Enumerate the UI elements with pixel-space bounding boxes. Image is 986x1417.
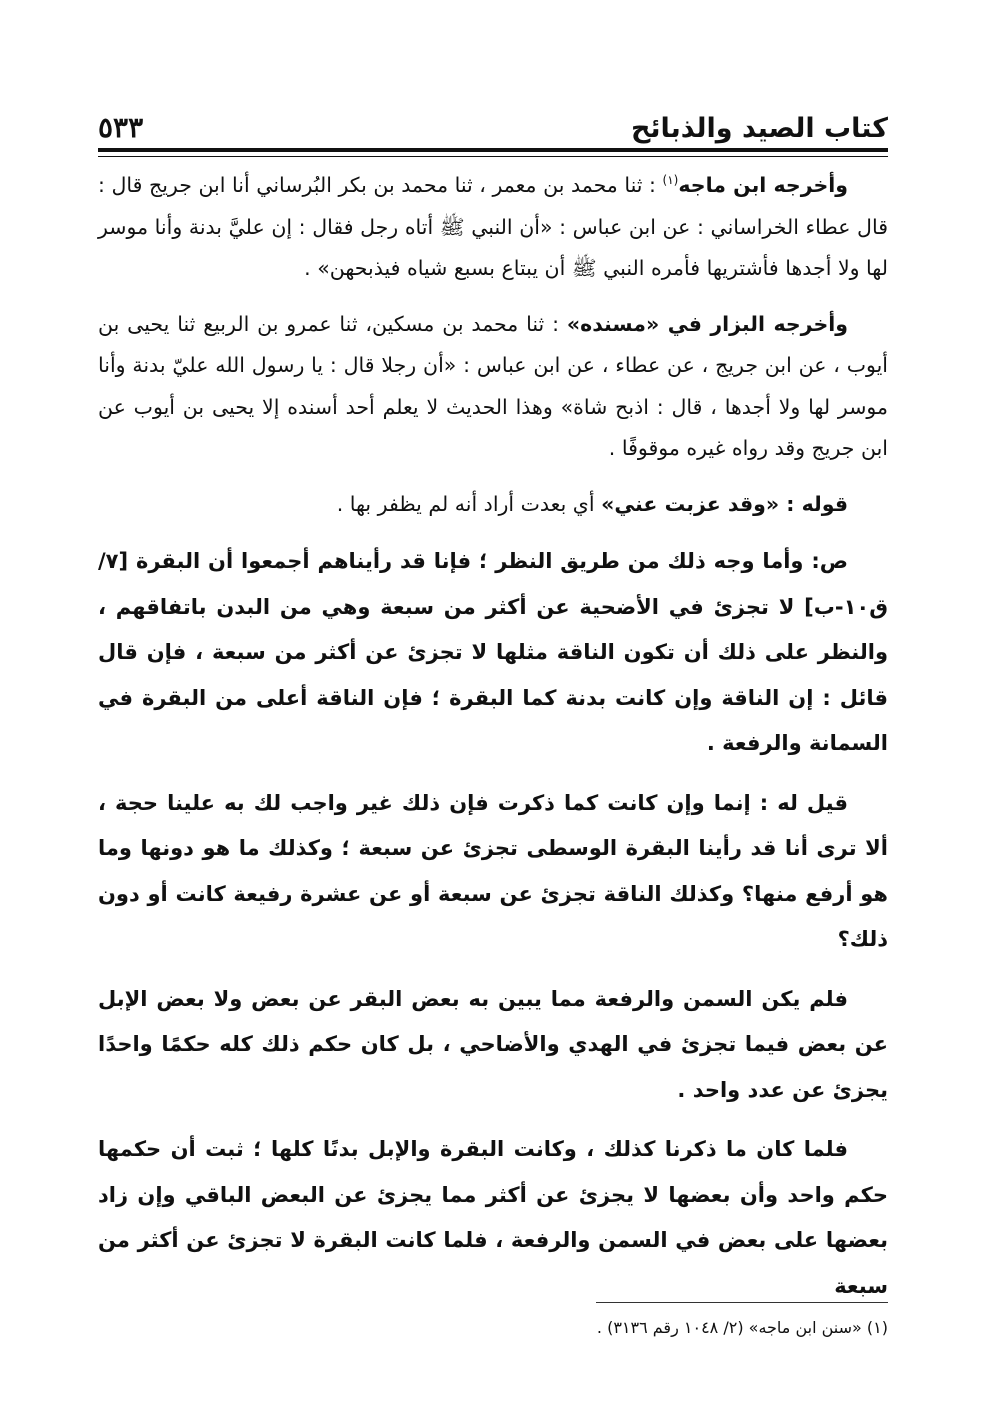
paragraph-qila-lahu — [98, 781, 888, 963]
paragraph-text: فلما كان ما ذكرنا كذلك ، وكانت البقرة والإبل بدنًا كلها ؛ ثبت أن حكمها حكم واحد وأن بعضها لا يجزئ عن أكثر مما يجزئ عن البعض الباقي وإن زاد بعضها على بعض في السمن والرفعة ، فلما كانت البقرة لا تجزئ عن أكثر من سبعة — [98, 1137, 888, 1298]
header-rule-thick — [98, 148, 888, 152]
paragraph-sad — [98, 539, 888, 767]
paragraph-lead: وأخرجه ابن ماجه — [678, 173, 848, 197]
page-number: ٥٣٣ — [98, 111, 144, 144]
main-text — [98, 165, 888, 1323]
footnote-rule — [596, 1302, 888, 1303]
paragraph-ibn-majah — [98, 165, 888, 290]
page-header — [98, 86, 888, 142]
paragraph-falam-yakun — [98, 977, 888, 1114]
paragraph-lead: ص: — [811, 549, 849, 573]
footnote-marker: (١) — [662, 173, 679, 188]
paragraph-text: : ثنا محمد بن معمر ، ثنا محمد بن بكر البُرساني أنا ابن جريج قال : قال عطاء الخراساني : عن ابن عباس : «أن النبي ﷺ أتاه رجل فقال : إن عليَّ بدنة وأنا موسر لها ولا أجدها فأشتريها فأمره النبي ﷺ أن يبتاع بسبع شياه فيذبحهن» . — [98, 173, 888, 280]
paragraph-lead: قوله : «وقد عزبت عني» — [601, 491, 848, 516]
paragraph-text: أي بعدت أراد أنه لم يظفر بها . — [336, 491, 595, 516]
paragraph-falamma-kana — [98, 1127, 888, 1309]
paragraph-text: : ثنا محمد بن مسكين، ثنا عمرو بن الربيع ثنا يحيى بن أيوب ، عن ابن جريج ، عن عطاء ، عن ابن عباس : «أن رجلا قال : يا رسول الله عليّ بدنة وأنا موسر لها ولا أجدها ، قال : اذبح شاة» وهذا الحديث لا يعلم أحد أسنده إلا يحيى بن أيوب عن ابن جريج وقد رواه غيره موقوفًا . — [98, 311, 888, 460]
paragraph-lead: وأخرجه البزار في «مسنده» — [566, 311, 848, 336]
footnote: (١) «سنن ابن ماجه» (٢/ ١٠٤٨ رقم ٣١٣٦) . — [596, 1318, 888, 1337]
paragraph-text: وأما وجه ذلك من طريق النظر ؛ فإنا قد رأيناهم أجمعوا أن البقرة [٧/ ق١٠-ب] لا تجزئ في الأضحية عن أكثر من سبعة وهي من البدن باتفاقهم ، والنظر على ذلك أن تكون الناقة مثلها لا تجزئ عن أكثر من سبعة ، فإن قال قائل : إن الناقة وإن كانت بدنة كما البقرة ؛ فإن الناقة أعلى من البقرة في السمانة والرفعة . — [98, 549, 888, 755]
running-title: كتاب الصيد والذبائح — [630, 113, 888, 144]
header-rule-thin — [98, 156, 888, 157]
paragraph-text: قيل له : إنما وإن كانت كما ذكرت فإن ذلك غير واجب لك به علينا حجة ، ألا ترى أنا قد رأينا البقرة الوسطى تجزئ عن سبعة ؛ وكذلك ما هو دونها وما هو أرفع منها؟ وكذلك الناقة تجزئ عن سبعة أو عن عشرة رفيعة كانت أو دون ذلك؟ — [98, 790, 888, 951]
paragraph-bazzar — [98, 304, 888, 470]
paragraph-text: فلم يكن السمن والرفعة مما يبين به بعض البقر عن بعض ولا بعض الإبل عن بعض فيما تجزئ في الهدي والأضاحي ، بل كان حكم ذلك كله حكمًا واحدًا يجزئ عن عدد واحد . — [98, 986, 888, 1102]
paragraph-qawluhu — [98, 484, 888, 526]
